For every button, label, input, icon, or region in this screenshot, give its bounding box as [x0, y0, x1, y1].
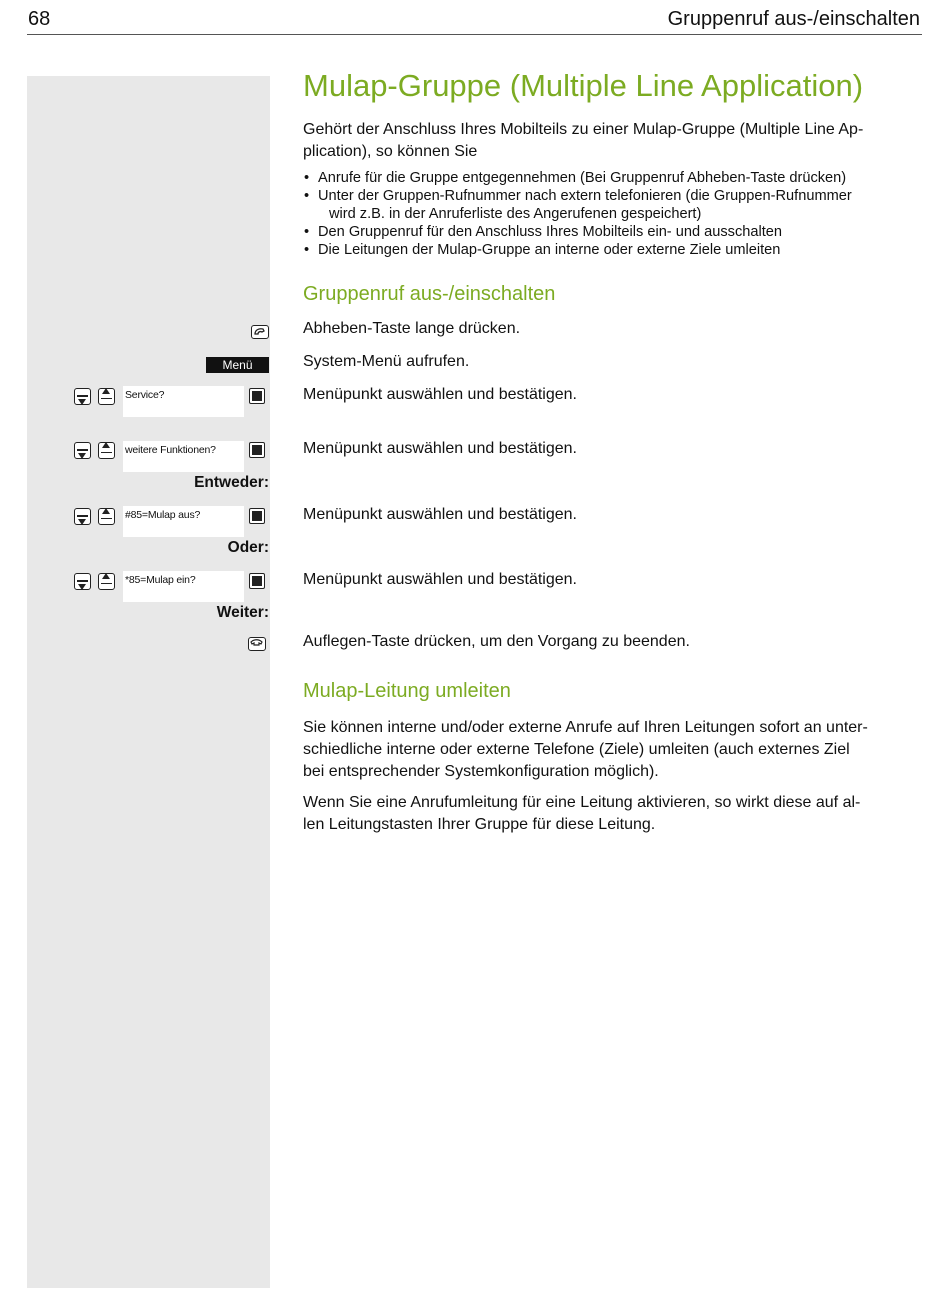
list-item: • Den Gruppenruf für den Anschluss Ihres Mobilteils ein- und ausschalten — [303, 223, 925, 241]
nav-up-icon — [98, 573, 115, 590]
step-text: System-Menü aufrufen. — [303, 353, 470, 370]
nav-down-icon — [74, 388, 91, 405]
nav-up-icon — [98, 508, 115, 525]
nav-down-icon — [74, 508, 91, 525]
display-label: weitere Funktionen? — [125, 444, 216, 456]
display-box — [123, 571, 244, 602]
paragraph — [303, 792, 925, 836]
instruction-sidebar — [27, 76, 270, 1288]
para1-line: bei entsprechender Systemkonfiguration möglich). — [303, 763, 659, 780]
paragraph — [303, 717, 925, 783]
step-text: Auflegen-Taste drücken, um den Vorgang zu beenden. — [303, 633, 690, 650]
display-label: Service? — [125, 389, 165, 401]
display-box — [123, 506, 244, 537]
list-item-text: Unter der Gruppen-Rufnummer nach extern telefonieren (die Gruppen-Rufnummer — [318, 188, 852, 204]
nav-up-icon — [98, 388, 115, 405]
feature-list — [303, 169, 925, 259]
para1-line: schiedliche interne oder externe Telefone (Ziele) umleiten (auch externes Ziel — [303, 741, 850, 758]
list-item — [303, 187, 925, 223]
section-heading-umleiten: Mulap-Leitung umleiten — [303, 680, 511, 702]
intro-paragraph — [303, 119, 925, 163]
page-title: Mulap-Gruppe (Multiple Line Application) — [303, 68, 864, 103]
display-label: #85=Mulap aus? — [125, 509, 201, 521]
para2-line: len Leitungstasten Ihrer Gruppe für diese Leitung. — [303, 816, 656, 833]
condition-label-entweder: Entweder: — [194, 474, 269, 491]
step-text: Menüpunkt auswählen und bestätigen. — [303, 440, 577, 457]
nav-up-icon — [98, 442, 115, 459]
ok-key-icon — [249, 442, 265, 458]
display-box — [123, 386, 244, 417]
intro-line-1: Gehört der Anschluss Ihres Mobilteils zu einer Mulap-Gruppe (Multiple Line Ap- — [303, 121, 864, 138]
nav-down-icon — [74, 442, 91, 459]
display-label: *85=Mulap ein? — [125, 574, 196, 586]
condition-label-oder: Oder: — [227, 539, 269, 556]
step-text: Menüpunkt auswählen und bestätigen. — [303, 571, 577, 588]
nav-down-icon — [74, 573, 91, 590]
off-hook-key-icon — [251, 325, 269, 339]
display-box — [123, 441, 244, 472]
intro-line-2: plication), so können Sie — [303, 143, 478, 160]
condition-label-weiter: Weiter: — [216, 604, 269, 621]
running-header: Gruppenruf aus-/einschalten — [667, 8, 920, 30]
page-number: 68 — [28, 8, 51, 30]
on-hook-key-icon — [248, 637, 266, 651]
step-text: Abheben-Taste lange drücken. — [303, 320, 521, 337]
menu-softkey[interactable]: Menü — [206, 357, 269, 373]
step-text: Menüpunkt auswählen und bestätigen. — [303, 506, 577, 523]
header-rule — [27, 34, 922, 35]
ok-key-icon — [249, 573, 265, 589]
ok-key-icon — [249, 508, 265, 524]
section-heading-gruppenruf: Gruppenruf aus-/einschalten — [303, 283, 556, 305]
para1-line: Sie können interne und/oder externe Anrufe auf Ihren Leitungen sofort an unter- — [303, 719, 868, 736]
list-item-continuation: wird z.B. in der Anruferliste des Angerufenen gespeichert) — [329, 206, 702, 222]
step-text: Menüpunkt auswählen und bestätigen. — [303, 386, 577, 403]
para2-line: Wenn Sie eine Anrufumleitung für eine Leitung aktivieren, so wirkt diese auf al- — [303, 794, 861, 811]
list-item: • Anrufe für die Gruppe entgegennehmen (Bei Gruppenruf Abheben-Taste drücken) — [303, 169, 925, 187]
list-item: • Die Leitungen der Mulap-Gruppe an interne oder externe Ziele umleiten — [303, 241, 925, 259]
ok-key-icon — [249, 388, 265, 404]
